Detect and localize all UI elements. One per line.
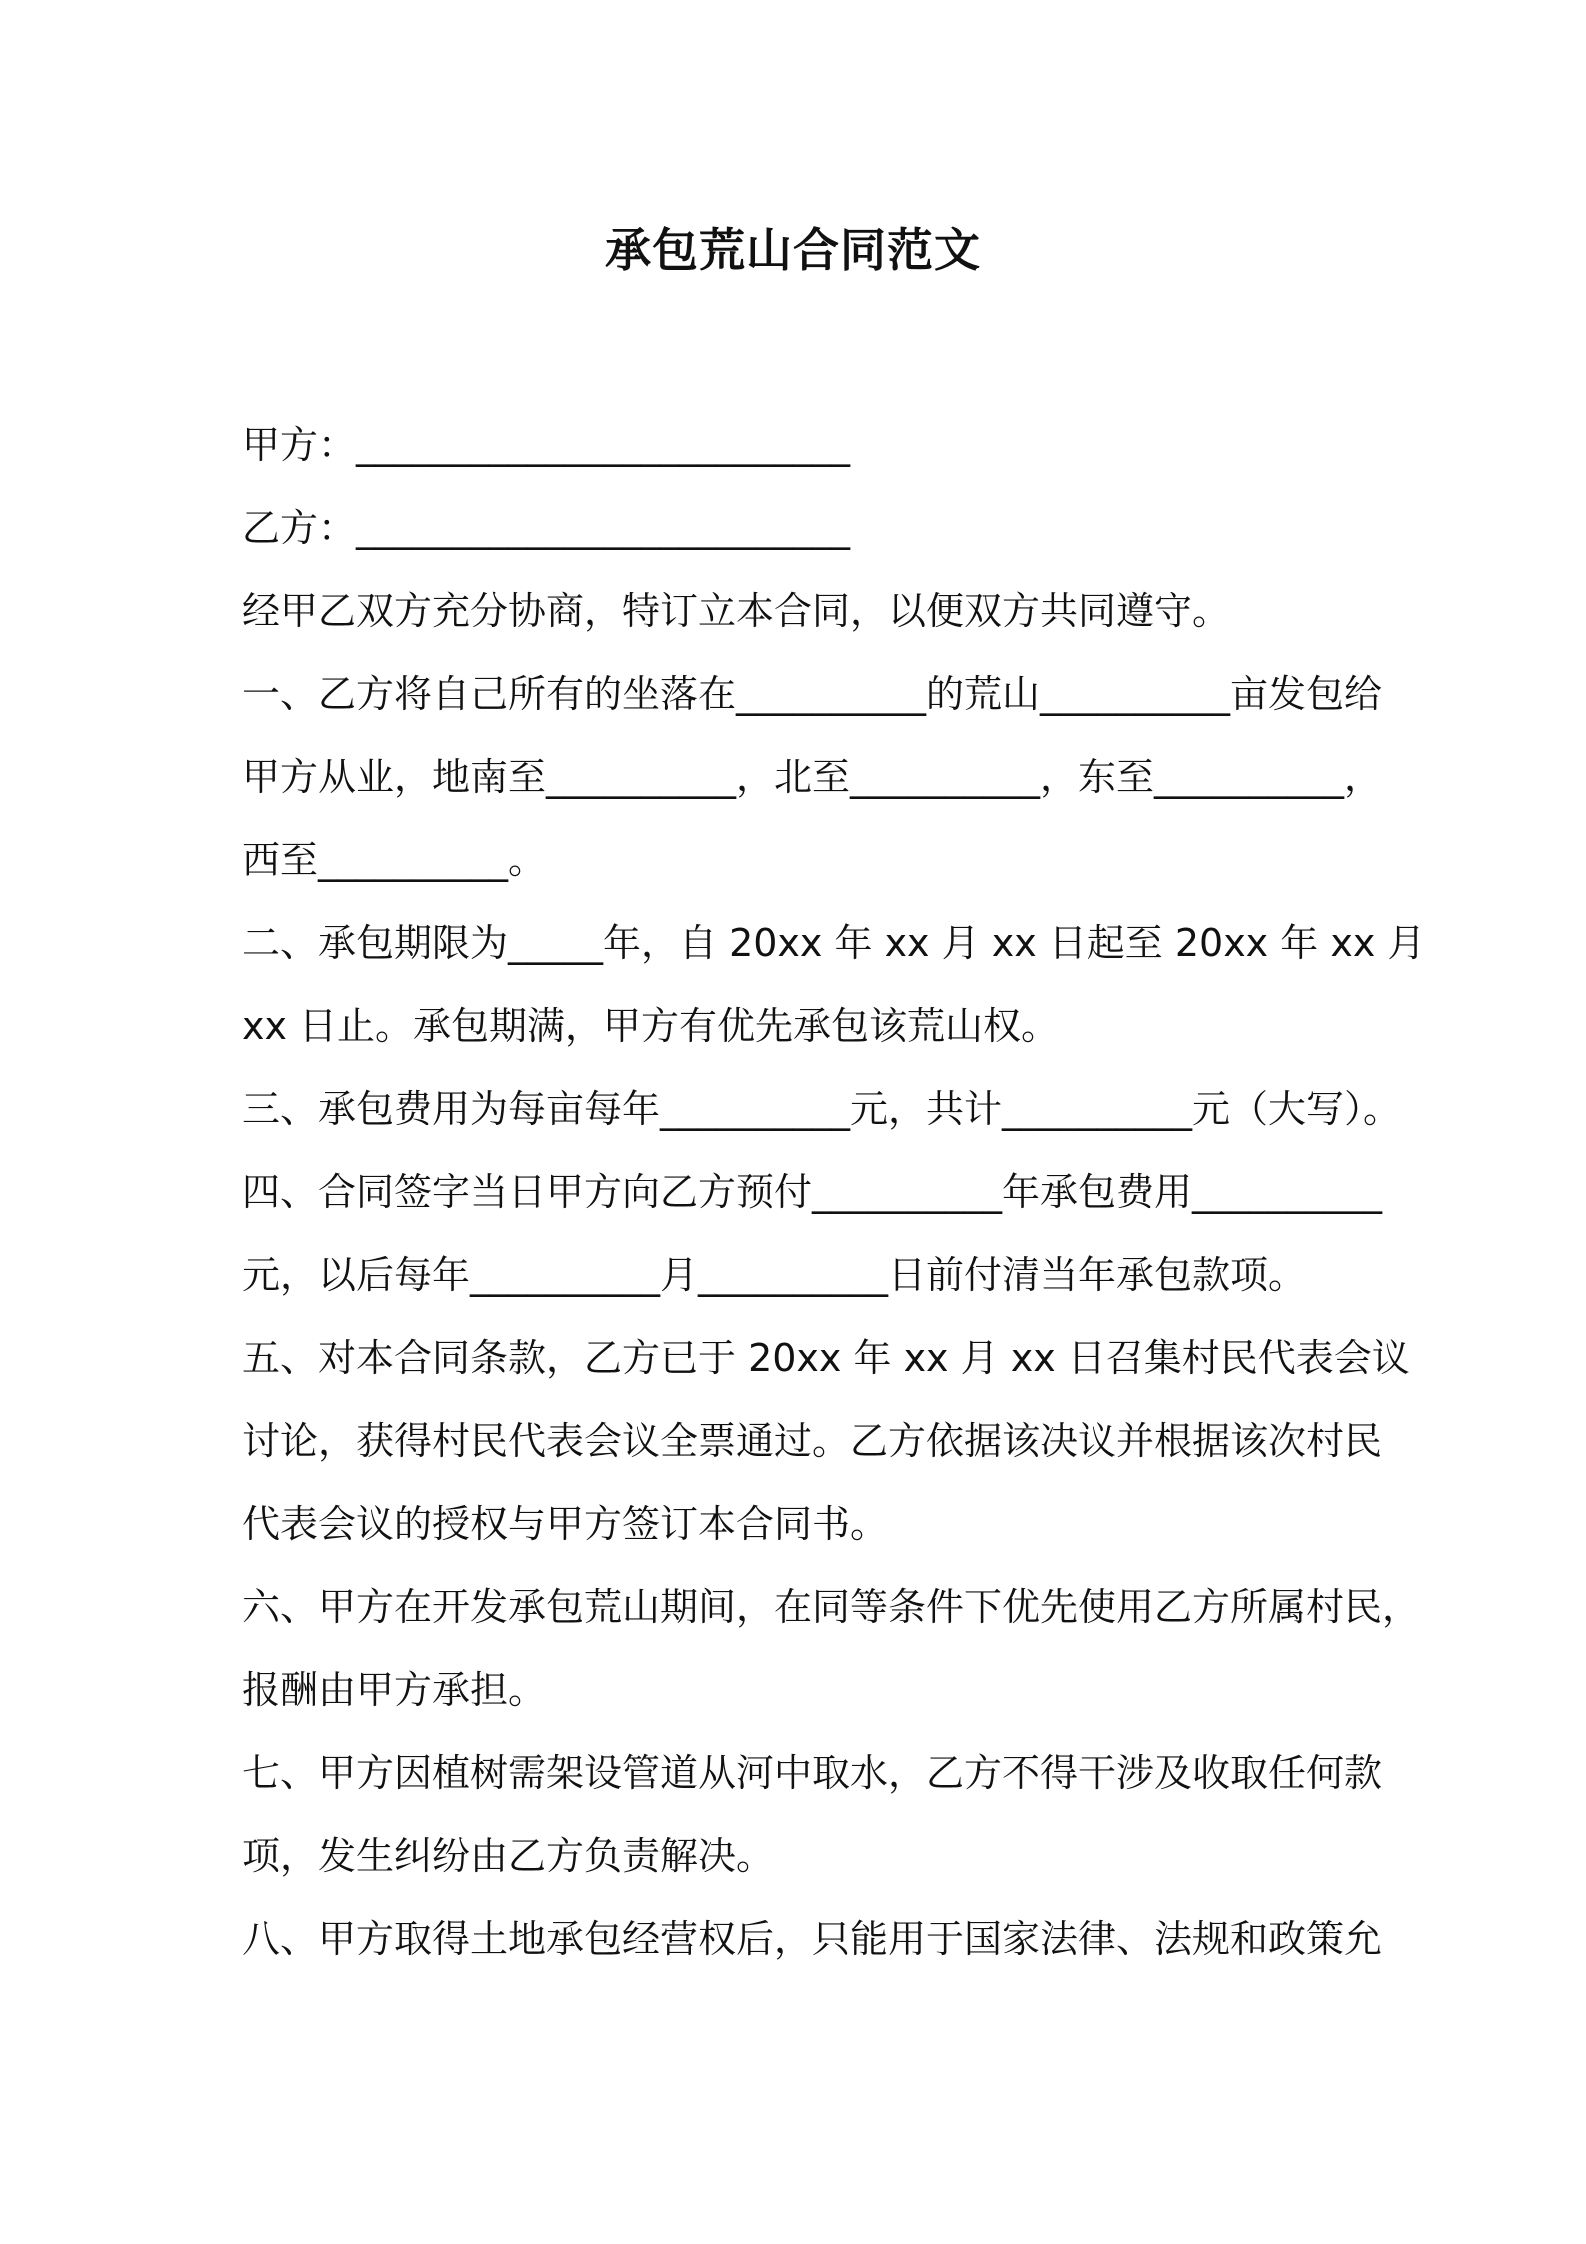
party-b-line: 乙方：__________________________ bbox=[242, 506, 851, 550]
clause-4-line: 四、合同签字当日甲方向乙方预付__________年承包费用__________ bbox=[242, 1170, 1383, 1214]
clause-1-line: 甲方从业，地南至__________，北至__________，东至__________， bbox=[242, 755, 1383, 799]
clause-5-line: 讨论，获得村民代表会议全票通过。乙方依据该决议并根据该次村民 bbox=[242, 1419, 1383, 1463]
clause-2-line: 二、承包期限为_____年，自 20xx 年 xx 月 xx 日起至 20xx 年 xx 月 bbox=[242, 921, 1426, 965]
clause-6-line: 六、甲方在开发承包荒山期间，在同等条件下优先使用乙方所属村民， bbox=[242, 1585, 1421, 1629]
clause-7-line: 项，发生纠纷由乙方负责解决。 bbox=[242, 1834, 775, 1878]
document-title: 承包荒山合同范文 bbox=[605, 223, 981, 277]
clause-4-line: 元，以后每年__________月__________日前付清当年承包款项。 bbox=[242, 1253, 1307, 1297]
clause-7-line: 七、甲方因植树需架设管道从河中取水，乙方不得干涉及收取任何款 bbox=[242, 1751, 1383, 1795]
clause-1-line: 西至__________。 bbox=[242, 838, 547, 882]
clause-3-line: 三、承包费用为每亩每年__________元，共计__________元（大写）。 bbox=[242, 1087, 1402, 1131]
party-a-line: 甲方：__________________________ bbox=[242, 423, 851, 467]
clause-2-line: xx 日止。承包期满，甲方有优先承包该荒山权。 bbox=[242, 1004, 1060, 1048]
clause-8-line: 八、甲方取得土地承包经营权后，只能用于国家法律、法规和政策允 bbox=[242, 1917, 1383, 1961]
clause-5-line: 五、对本合同条款，乙方已于 20xx 年 xx 月 xx 日召集村民代表会议 bbox=[242, 1336, 1410, 1380]
preamble-line: 经甲乙双方充分协商，特订立本合同，以便双方共同遵守。 bbox=[242, 589, 1231, 633]
clause-6-line: 报酬由甲方承担。 bbox=[242, 1668, 547, 1712]
clause-1-line: 一、乙方将自己所有的坐落在__________的荒山__________亩发包给 bbox=[242, 672, 1383, 716]
document-body bbox=[242, 404, 1426, 1981]
clause-5-line: 代表会议的授权与甲方签订本合同书。 bbox=[242, 1502, 889, 1546]
